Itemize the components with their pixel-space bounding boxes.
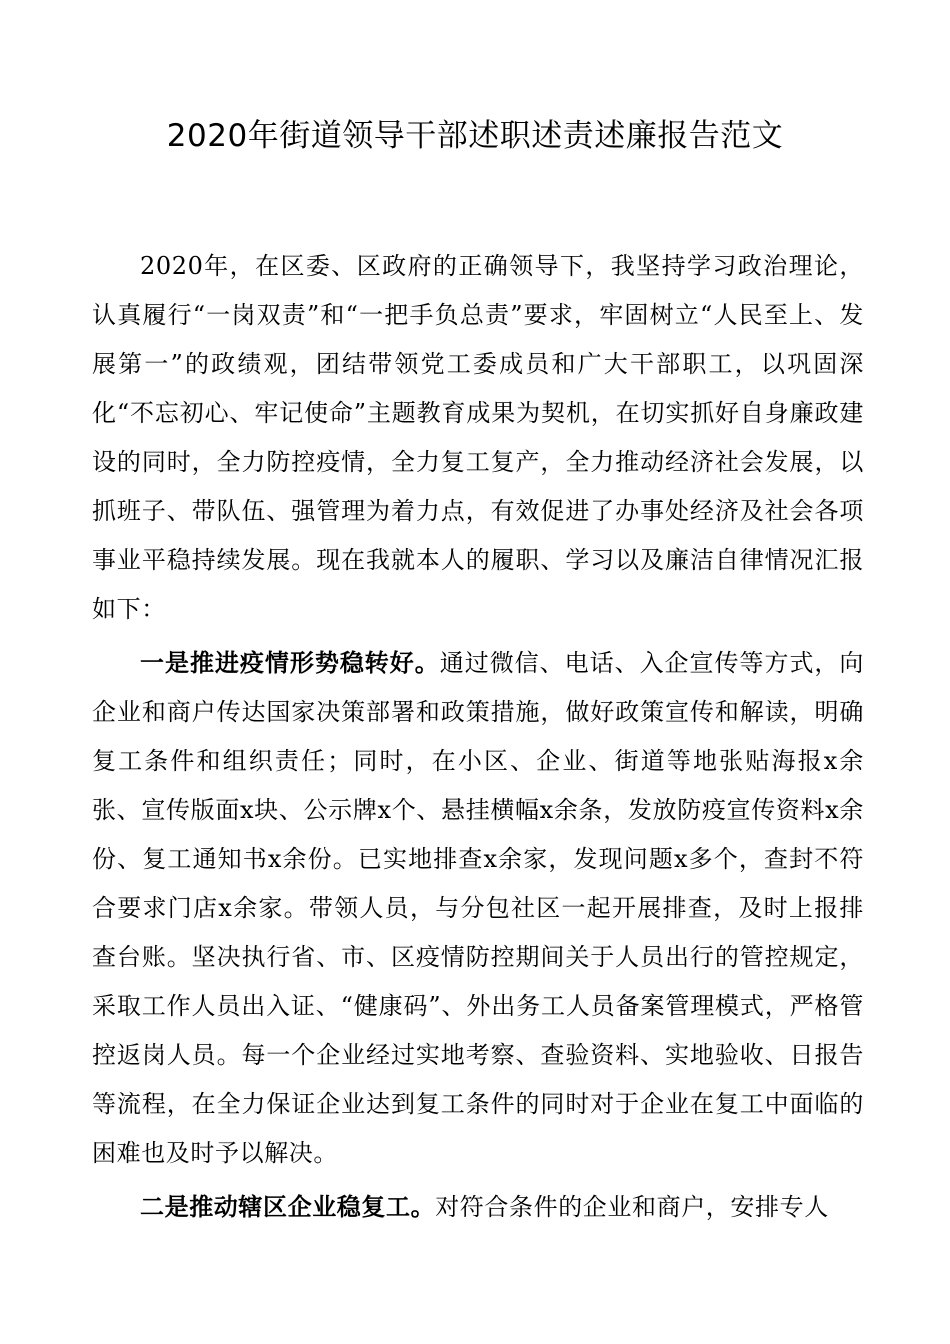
section-one-heading: 一是推进疫情形势稳转好。 [140,649,440,677]
section-two-heading: 二是推动辖区企业稳复工。 [140,1193,436,1221]
paragraph-text: 对符合条件的企业和商户，安排专人 [435,1193,829,1221]
intro-paragraph [92,242,864,634]
section-two-paragraph [92,1183,864,1232]
document-title: 2020年街道领导干部述职述责述廉报告范文 [166,118,784,154]
paragraph-text: 2020年，在区委、区政府的正确领导下，我坚持学习政治理论，认真履行“一岗双责”和“一把手负总责”要求，牢固树立“人民至上、发展第一”的政绩观，团结带领党工委成员和广大干部职工，以巩固深化“不忘初心、牢记使命”主题教育成果为契机，在切实抓好自身廉政建设的同时，全力防控疫情，全力复工复产，全力推动经济社会发展，以抓班子、带队伍、强管理为着力点，有效促进了办事处经济及社会各项事业平稳持续发展。现在我就本人的履职、学习以及廉洁自律情况汇报如下： [92,252,864,623]
section-one-paragraph [92,639,864,1178]
document-body [92,242,864,1237]
paragraph-text: 通过微信、电话、入企宣传等方式，向企业和商户传达国家决策部署和政策措施，做好政策宣传和解读，明确复工条件和组织责任；同时，在小区、企业、街道等地张贴海报x余张、宣传版面x块、公示牌x个、悬挂横幅x余条，发放防疫宣传资料x余份、复工通知书x余份。已实地排查x余家，发现问题x多个，查封不符合要求门店x余家。带领人员，与分包社区一起开展排查，及时上报排查台账。坚决执行省、市、区疫情防控期间关于人员出行的管控规定，采取工作人员出入证、“健康码”、外出务工人员备案管理模式，严格管控返岗人员。每一个企业经过实地考察、查验资料、实地验收、日报告等流程，在全力保证企业达到复工条件的同时对于企业在复工中面临的困难也及时予以解决。 [92,649,865,1167]
